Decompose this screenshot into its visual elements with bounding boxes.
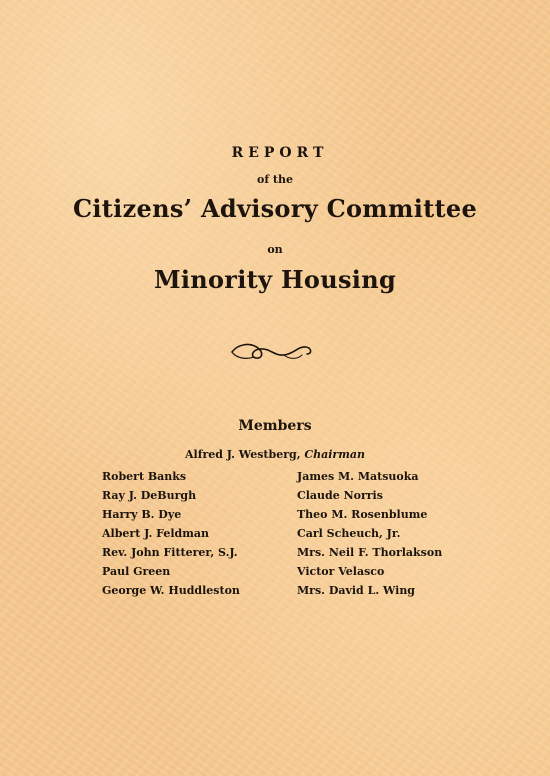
of-the-label: of the	[257, 173, 293, 186]
members-left-column	[102, 467, 240, 600]
report-label: REPORT	[231, 145, 329, 161]
member-name: Harry B. Dye	[102, 508, 182, 521]
flourish-ornament-icon	[228, 336, 314, 366]
chairman-role: Chairman	[304, 448, 365, 461]
member-name: Claude Norris	[297, 489, 383, 502]
on-label: on	[267, 243, 283, 256]
chairman-name: Alfred J. Westberg,	[185, 448, 305, 461]
member-name: Rev. John Fitterer, S.J.	[102, 546, 238, 559]
member-name: Carl Scheuch, Jr.	[297, 527, 401, 540]
member-name: Mrs. Neil F. Thorlakson	[297, 546, 443, 559]
member-name: James M. Matsuoka	[297, 470, 419, 483]
member-name: Ray J. DeBurgh	[102, 489, 197, 502]
member-name: Albert J. Feldman	[102, 527, 209, 540]
subject-title: Minority Housing	[153, 265, 397, 294]
member-name: Robert Banks	[102, 470, 187, 483]
member-name: Victor Velasco	[297, 565, 385, 578]
chairman-line	[0, 448, 550, 461]
members-right-column	[297, 467, 442, 600]
member-name: Theo M. Rosenblume	[297, 508, 428, 521]
members-heading: Members	[238, 418, 312, 434]
member-name: Paul Green	[102, 565, 171, 578]
committee-title: Citizens’ Advisory Committee	[72, 194, 478, 223]
member-name: George W. Huddleston	[102, 584, 240, 597]
member-name: Mrs. David L. Wing	[297, 584, 416, 597]
